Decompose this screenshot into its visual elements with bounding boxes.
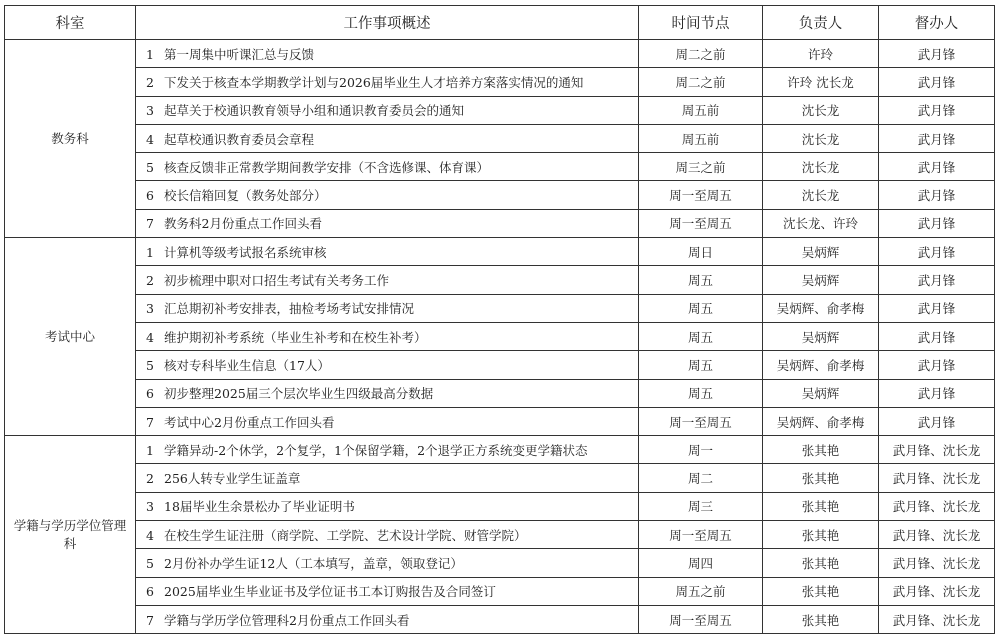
time-node-cell: 周二 [639,464,763,492]
supervisor-cell: 武月锋 [879,266,995,294]
task-description: 核查反馈非正常教学期间教学安排（不含选修课、体育课） [164,159,490,175]
time-node-cell: 周二之前 [639,40,763,68]
task-description: 校长信箱回复（教务处部分） [164,188,327,204]
table-row [5,124,995,152]
task-description-cell [136,322,639,350]
time-node-cell: 周三 [639,492,763,520]
task-description-cell [136,209,639,237]
supervisor-cell: 武月锋、沈长龙 [879,492,995,520]
supervisor-cell: 武月锋、沈长龙 [879,577,995,605]
table-row [5,153,995,181]
supervisor-cell: 武月锋、沈长龙 [879,549,995,577]
task-description: 考试中心2月份重点工作回头看 [164,414,335,430]
task-description: 学籍与学历学位管理科2月份重点工作回头看 [164,612,410,628]
owner-cell: 沈长龙 [763,181,879,209]
owner-cell: 许玲 沈长龙 [763,68,879,96]
task-description: 2025届毕业生毕业证书及学位证书工本订购报告及合同签订 [164,584,496,600]
owner-cell: 许玲 [763,40,879,68]
time-node-cell: 周一至周五 [639,181,763,209]
dept-cell: 学籍与学历学位管理科 [5,436,136,634]
task-number: 5 [146,159,154,175]
owner-cell: 吴炳辉、俞孝梅 [763,294,879,322]
task-number: 6 [146,584,154,600]
task-description: 学籍异动-2个休学，2个复学，1个保留学籍，2个退学正方系统变更学籍状态 [164,442,588,458]
supervisor-cell: 武月锋 [879,124,995,152]
task-description-cell [136,294,639,322]
task-description: 汇总期初补考安排表，抽检考场考试安排情况 [164,301,415,317]
task-description-cell [136,96,639,124]
time-node-cell: 周五 [639,266,763,294]
table-row [5,577,995,605]
supervisor-cell: 武月锋、沈长龙 [879,464,995,492]
task-number: 5 [146,555,154,571]
owner-cell: 沈长龙 [763,124,879,152]
task-description-cell [136,351,639,379]
owner-cell: 沈长龙 [763,96,879,124]
task-description-cell [136,68,639,96]
work-plan-table [4,5,995,634]
table-row [5,351,995,379]
task-description-cell [136,605,639,633]
task-description: 起草校通识教育委员会章程 [164,131,315,147]
supervisor-cell: 武月锋、沈长龙 [879,436,995,464]
supervisor-cell: 武月锋 [879,294,995,322]
time-node-cell: 周二之前 [639,68,763,96]
table-row [5,605,995,633]
table-row [5,209,995,237]
time-node-cell: 周一至周五 [639,521,763,549]
time-node-cell: 周五 [639,322,763,350]
table-row [5,68,995,96]
table-row [5,436,995,464]
task-description: 起草关于校通识教育领导小组和通识教育委员会的通知 [164,103,465,119]
task-description: 256人转专业学生证盖章 [164,471,301,487]
table-row [5,521,995,549]
owner-cell: 吴炳辉 [763,322,879,350]
time-node-cell: 周五 [639,294,763,322]
supervisor-cell: 武月锋 [879,238,995,266]
task-number: 7 [146,216,154,232]
owner-cell: 吴炳辉、俞孝梅 [763,351,879,379]
task-number: 4 [146,527,154,543]
owner-cell: 吴炳辉 [763,266,879,294]
task-description: 下发关于核查本学期教学计划与2026届毕业生人才培养方案落实情况的通知 [164,74,584,90]
supervisor-cell: 武月锋 [879,209,995,237]
task-number: 6 [146,386,154,402]
table-row [5,407,995,435]
owner-cell: 沈长龙 [763,153,879,181]
task-description-cell [136,549,639,577]
table-row [5,379,995,407]
task-number: 6 [146,188,154,204]
time-node-cell: 周五前 [639,124,763,152]
task-description: 计算机等级考试报名系统审核 [164,244,327,260]
time-node-cell: 周日 [639,238,763,266]
time-node-cell: 周五 [639,351,763,379]
table-row [5,464,995,492]
header-row [5,6,995,40]
table-row [5,294,995,322]
table-row [5,238,995,266]
task-description-cell [136,124,639,152]
owner-cell: 张其艳 [763,549,879,577]
table-row [5,322,995,350]
supervisor-cell: 武月锋 [879,96,995,124]
table-body [5,40,995,634]
task-number: 3 [146,103,154,119]
owner-cell: 吴炳辉 [763,238,879,266]
task-number: 4 [146,329,154,345]
owner-cell: 沈长龙、许玲 [763,209,879,237]
owner-cell: 张其艳 [763,492,879,520]
task-number: 3 [146,499,154,515]
time-node-cell: 周一至周五 [639,605,763,633]
header-dept: 科室 [5,6,136,40]
supervisor-cell: 武月锋 [879,153,995,181]
task-description-cell [136,181,639,209]
task-number: 7 [146,414,154,430]
task-description: 维护期初补考系统（毕业生补考和在校生补考） [164,329,427,345]
dept-cell: 考试中心 [5,238,136,436]
task-number: 4 [146,131,154,147]
task-number: 7 [146,612,154,628]
task-number: 1 [146,244,154,260]
supervisor-cell: 武月锋 [879,68,995,96]
task-number: 1 [146,442,154,458]
task-description-cell [136,407,639,435]
task-description: 教务科2月份重点工作回头看 [164,216,322,232]
supervisor-cell: 武月锋、沈长龙 [879,605,995,633]
dept-cell: 教务科 [5,40,136,238]
owner-cell: 吴炳辉 [763,379,879,407]
task-description: 核对专科毕业生信息（17人） [164,357,330,373]
table-row [5,181,995,209]
task-description-cell [136,436,639,464]
table-row [5,40,995,68]
table-row [5,549,995,577]
supervisor-cell: 武月锋 [879,322,995,350]
task-number: 3 [146,301,154,317]
time-node-cell: 周一至周五 [639,407,763,435]
time-node-cell: 周四 [639,549,763,577]
task-number: 2 [146,471,154,487]
supervisor-cell: 武月锋 [879,181,995,209]
time-node-cell: 周五之前 [639,577,763,605]
header-task-summary: 工作事项概述 [136,6,639,40]
task-description-cell [136,577,639,605]
task-description: 第一周集中听课汇总与反馈 [164,46,315,62]
task-description-cell [136,492,639,520]
task-description: 在校生学生证注册（商学院、工学院、艺术设计学院、财管学院） [164,527,527,543]
time-node-cell: 周五前 [639,96,763,124]
task-description-cell [136,153,639,181]
header-time-node: 时间节点 [639,6,763,40]
task-description-cell [136,40,639,68]
table-row [5,96,995,124]
owner-cell: 张其艳 [763,605,879,633]
task-number: 2 [146,273,154,289]
supervisor-cell: 武月锋 [879,407,995,435]
owner-cell: 吴炳辉、俞孝梅 [763,407,879,435]
time-node-cell: 周一 [639,436,763,464]
time-node-cell: 周一至周五 [639,209,763,237]
owner-cell: 张其艳 [763,436,879,464]
task-description-cell [136,379,639,407]
task-number: 5 [146,357,154,373]
supervisor-cell: 武月锋 [879,351,995,379]
task-description-cell [136,238,639,266]
header-supervisor: 督办人 [879,6,995,40]
task-description: 18届毕业生余景松办了毕业证明书 [164,499,355,515]
owner-cell: 张其艳 [763,577,879,605]
header-owner: 负责人 [763,6,879,40]
supervisor-cell: 武月锋 [879,40,995,68]
owner-cell: 张其艳 [763,464,879,492]
task-description: 初步梳理中职对口招生考试有关考务工作 [164,273,390,289]
task-description: 初步整理2025届三个层次毕业生四级最高分数据 [164,386,434,402]
table-row [5,492,995,520]
owner-cell: 张其艳 [763,521,879,549]
task-number: 2 [146,74,154,90]
table-row [5,266,995,294]
supervisor-cell: 武月锋 [879,379,995,407]
task-description-cell [136,521,639,549]
task-description-cell [136,464,639,492]
supervisor-cell: 武月锋、沈长龙 [879,521,995,549]
task-description: 2月份补办学生证12人（工本填写，盖章，领取登记） [164,555,463,571]
task-description-cell [136,266,639,294]
time-node-cell: 周三之前 [639,153,763,181]
time-node-cell: 周五 [639,379,763,407]
task-number: 1 [146,46,154,62]
